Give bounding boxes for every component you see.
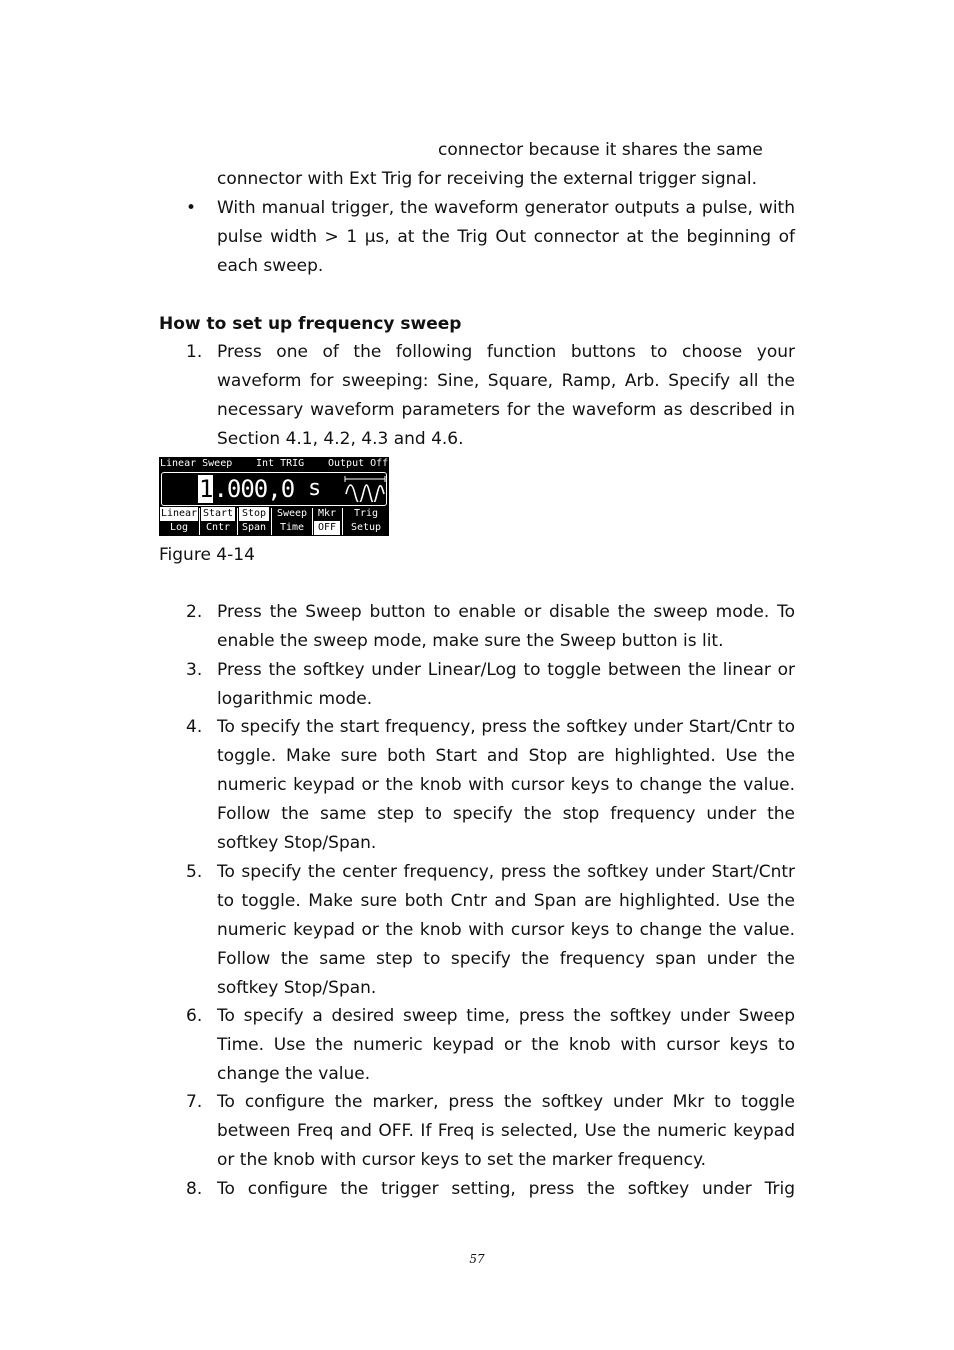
- display-value: [198, 475, 294, 503]
- step-text: To configure the marker, press the softkey under Mkr to toggle between Freq and OFF. If Freq is selected, Use the numeric keypad or the knob with cursor keys to set the marker frequency.: [217, 1092, 795, 1170]
- step-number: 8.: [186, 1179, 203, 1199]
- softkey-label-top: Start: [202, 508, 234, 519]
- step-number: 2.: [186, 602, 203, 622]
- softkey-label-bottom: Log: [169, 522, 189, 533]
- softkey-trig-setup[interactable]: [344, 507, 388, 536]
- bullet-manual-trigger: With manual trigger, the waveform generator outputs a pulse, with pulse width > 1 μs, at the Trig Out connector at the beginning of each sweep.: [217, 198, 795, 276]
- page-number: 57: [469, 1252, 485, 1266]
- softkey-mkr[interactable]: [314, 507, 340, 536]
- softkey-label-top: Mkr: [317, 508, 337, 519]
- softkey-label-bottom: Setup: [350, 522, 382, 533]
- value-cursor-digit: 1: [199, 475, 213, 503]
- softkey-label-top: Stop: [239, 507, 269, 521]
- figure-caption: Figure 4-14: [159, 545, 255, 565]
- step-text: To specify the start frequency, press the softkey under Start/Cntr to toggle. Make sure both Start and Stop are highlighted. Use the numeric keypad or the knob with cursor keys to change the value. Follow the same step to specify the stop frequency under the softkey Stop/Span.: [217, 717, 795, 853]
- softkey-label-bottom: Time: [279, 522, 305, 533]
- softkey-label-top: Linear: [160, 508, 198, 519]
- step-number: 3.: [186, 660, 203, 680]
- section-heading: How to set up frequency sweep: [159, 314, 462, 334]
- softkey-start-cntr[interactable]: [201, 507, 235, 536]
- bullet-marker: •: [186, 198, 197, 218]
- value-rest: .000,0: [213, 475, 295, 503]
- step-number: 7.: [186, 1092, 203, 1112]
- step-text: Press the Sweep button to enable or disable the sweep mode. To enable the sweep mode, make sure the Sweep button is lit.: [217, 602, 795, 651]
- step-text: To configure the trigger setting, press the softkey under Trig: [217, 1179, 795, 1199]
- status-output: Output Off: [328, 458, 389, 469]
- display-status-bar: [159, 457, 389, 471]
- step-text: Press one of the following function buttons to choose your waveform for sweeping: Sine, Square, Ramp, Arb. Specify all the necessary waveform parameters for the waveform as described in Section 4.1, 4.2, 4.3 and 4.6.: [217, 342, 795, 449]
- step-text: To specify a desired sweep time, press the softkey under Sweep Time. Use the numeric keypad or the knob with cursor keys to change the value.: [217, 1006, 795, 1084]
- step-number: 6.: [186, 1006, 203, 1026]
- intro-line-2: connector with Ext Trig for receiving the external trigger signal.: [217, 169, 757, 189]
- softkey-row: [159, 507, 389, 536]
- softkey-linear-log[interactable]: [160, 507, 198, 536]
- softkey-stop-span[interactable]: [239, 507, 269, 536]
- softkey-label-bottom: Span: [241, 522, 267, 533]
- step-number: 4.: [186, 717, 203, 737]
- softkey-sweep-time[interactable]: [273, 507, 311, 536]
- sweep-display-figure: [159, 457, 389, 536]
- step-text: Press the softkey under Linear/Log to toggle between the linear or logarithmic mode.: [217, 660, 795, 709]
- display-unit: s: [308, 476, 322, 501]
- status-mode: Linear Sweep: [160, 458, 233, 469]
- softkey-label-bottom: Cntr: [205, 522, 231, 533]
- step-number: 1.: [186, 342, 203, 362]
- step-text: To specify the center frequency, press the softkey under Start/Cntr to toggle. Make sure both Cntr and Span are highlighted. Use the numeric keypad or the knob with cursor keys to change the value. Follow the same step to specify the frequency span under the softkey Stop/Span.: [217, 862, 795, 998]
- display-main-area: [161, 472, 387, 506]
- sweep-waveform-icon: [344, 476, 386, 502]
- step-number: 5.: [186, 862, 203, 882]
- softkey-label-top: Sweep: [276, 508, 308, 519]
- intro-line-1: connector because it shares the same: [438, 140, 763, 160]
- softkey-label-bottom: OFF: [314, 521, 340, 535]
- status-trigger: Int TRIG: [256, 458, 305, 469]
- softkey-label-top: Trig: [353, 508, 379, 519]
